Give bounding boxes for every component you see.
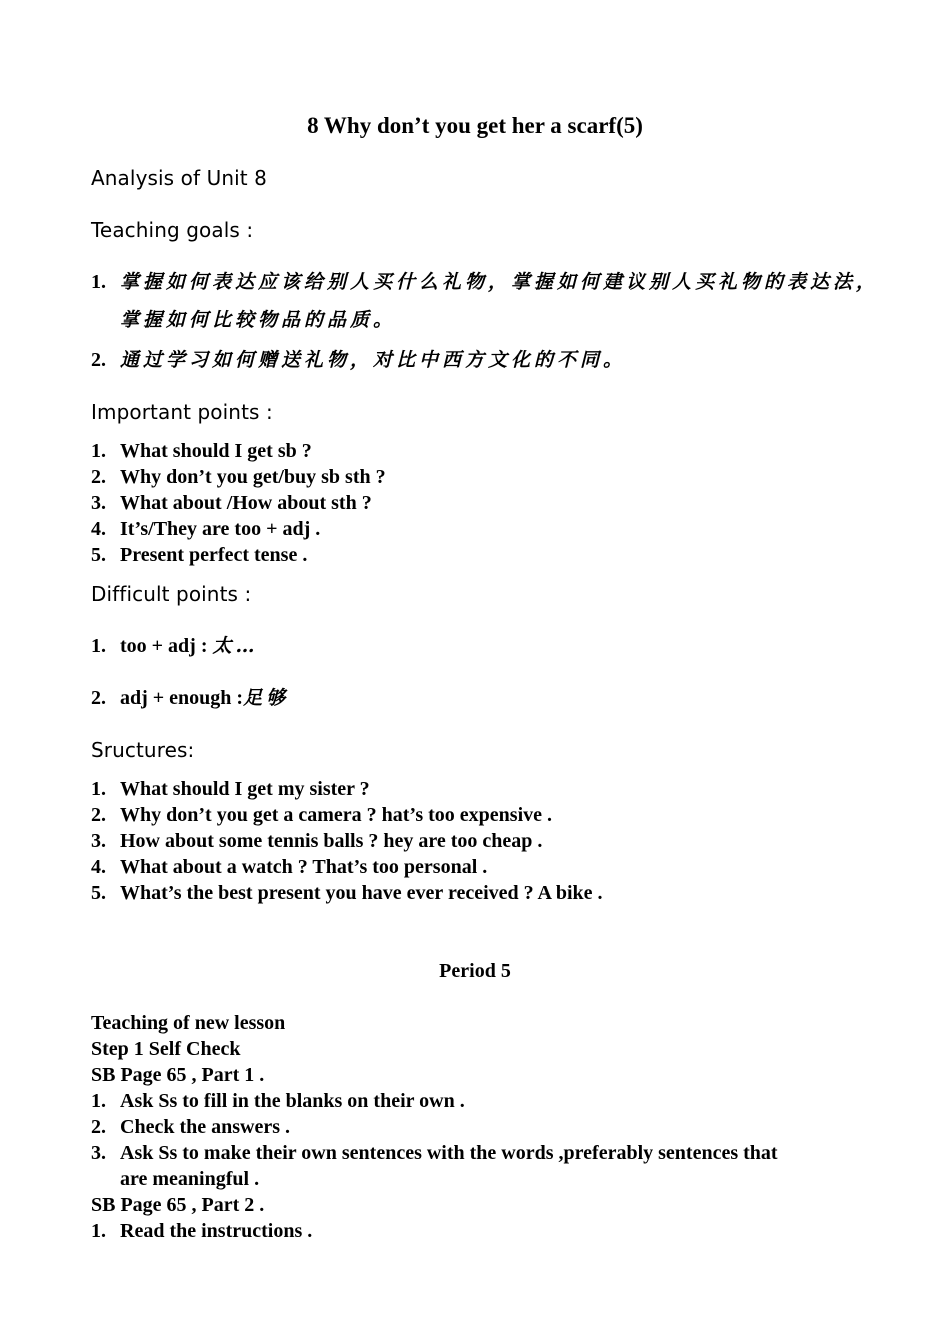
difficult-point-english: adj + enough : [120,687,244,709]
item-number: 5. [91,882,106,904]
structures-heading: Sructures: [91,738,195,762]
step-heading: Step 1 Self Check [91,1038,241,1060]
item-number: 1. [91,271,106,293]
important-point-text: What about /How about sth ? [120,492,372,514]
structure-text: Why don’t you get a camera ? hat’s too expensive . [120,804,553,826]
structure-text: How about some tennis balls ? hey are too cheap . [120,830,543,852]
item-number: 1. [91,440,106,462]
difficult-point-text [120,633,259,659]
item-number: 1. [91,635,106,657]
item-number: 1. [91,1220,106,1242]
structure-text: What about a watch ? That’s too personal . [120,856,488,878]
lesson-step-text: are meaningful . [120,1168,260,1190]
important-point-text: Why don’t you get/buy sb sth ? [120,466,386,488]
item-number: 2. [91,804,106,826]
item-number: 2. [91,687,106,709]
item-number: 2. [91,349,106,371]
difficult-point-chinese: 足够 [243,687,290,709]
teaching-goals-heading: Teaching goals : [91,218,254,242]
part-reference: SB Page 65 , Part 1 . [91,1064,265,1086]
structure-text: What’s the best present you have ever received ? A bike . [120,882,603,904]
teaching-new-lesson: Teaching of new lesson [91,1012,286,1034]
important-point-text: Present perfect tense . [120,544,308,566]
period-heading: Period 5 [439,960,511,982]
difficult-point-text [120,685,289,711]
analysis-heading: Analysis of Unit 8 [91,166,267,190]
structure-text: What should I get my sister ? [120,778,370,800]
item-number: 1. [91,778,106,800]
item-number: 4. [91,518,106,540]
difficult-point-english: too + adj : [120,635,213,657]
lesson-step-text: Read the instructions . [120,1220,313,1242]
teaching-goal-text: 掌握如何表达应该给别人买什么礼物，掌握如何建议别人买礼物的表达法， [120,271,880,293]
item-number: 5. [91,544,106,566]
important-point-text: It’s/They are too + adj . [120,518,321,540]
lesson-step-text: Check the answers . [120,1116,290,1138]
item-number: 1. [91,1090,106,1112]
item-number: 2. [91,466,106,488]
item-number: 3. [91,492,106,514]
item-number: 2. [91,1116,106,1138]
part-reference: SB Page 65 , Part 2 . [91,1194,265,1216]
item-number: 3. [91,830,106,852]
important-point-text: What should I get sb ? [120,440,312,462]
teaching-goal-text: 通过学习如何赠送礼物，对比中西方文化的不同。 [120,349,627,371]
lesson-step-text: Ask Ss to make their own sentences with the words ,preferably sentences that [120,1142,778,1164]
difficult-points-heading: Difficult points : [91,582,252,606]
teaching-goal-text: 掌握如何比较物品的品质。 [120,309,397,331]
lesson-step-text: Ask Ss to fill in the blanks on their own . [120,1090,465,1112]
item-number: 4. [91,856,106,878]
document-title: 8 Why don’t you get her a scarf(5) [307,113,643,138]
item-number: 3. [91,1142,106,1164]
important-points-heading: Important points : [91,400,273,424]
difficult-point-chinese: 太… [212,635,259,657]
